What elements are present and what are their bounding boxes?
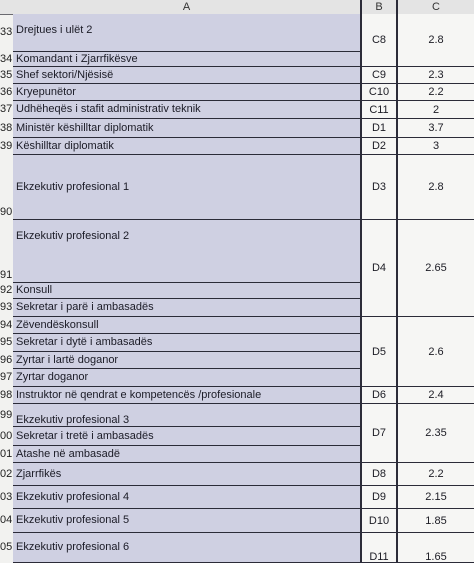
position-title: Ministër këshilltar diplomatik [16, 121, 154, 134]
row-number[interactable]: 38 [0, 121, 13, 134]
position-title: Ekzekutiv profesional 2 [16, 230, 130, 242]
position-title: Sekretar i tretë i ambasadës [16, 429, 154, 442]
row-number[interactable]: 99 [0, 408, 13, 421]
position-title: Sekretar i dytë i ambasadës [16, 336, 153, 348]
coefficient-cell[interactable]: 2.65 [398, 220, 474, 317]
position-title: Zyrtar doganor [16, 371, 89, 383]
grade-code-cell[interactable]: D5 [362, 317, 396, 387]
grade-code-cell[interactable]: D7 [362, 404, 396, 463]
grade-code-cell[interactable]: D2 [362, 138, 396, 155]
coefficient-cell[interactable]: 2 [398, 101, 474, 119]
grade-code-cell[interactable]: D9 [362, 486, 396, 509]
table-cell-title[interactable] [13, 67, 360, 84]
grade-code-cell[interactable]: C9 [362, 67, 396, 84]
position-title: Ekzekutiv profesional 5 [16, 514, 130, 526]
row-number[interactable]: 37 [0, 103, 13, 115]
coefficient-cell[interactable]: 2.8 [398, 155, 474, 220]
table-cell-title[interactable] [13, 509, 360, 533]
coefficient-cell[interactable]: 2.15 [398, 486, 474, 509]
row-number[interactable]: 34 [0, 52, 13, 65]
position-title: Ekzekutiv profesional 3 [16, 414, 130, 426]
position-title: Drejtues i ulët 2 [16, 24, 93, 36]
coefficient-cell[interactable]: 2.8 [398, 14, 474, 67]
corner-cell [0, 0, 13, 15]
row-number[interactable]: 90 [0, 206, 13, 218]
coefficient-cell[interactable]: 2.2 [398, 463, 474, 486]
coefficient-cell[interactable]: 3.7 [398, 119, 474, 138]
table-cell-title[interactable] [13, 533, 360, 563]
coefficient-cell[interactable]: 2.35 [398, 404, 474, 463]
position-title: Zëvendëskonsull [16, 318, 99, 331]
coefficient-cell[interactable]: 2.3 [398, 67, 474, 84]
row-number[interactable]: 97 [0, 371, 13, 383]
row-number[interactable]: 01 [0, 447, 13, 460]
grade-code-cell[interactable]: D10 [362, 509, 396, 533]
row-number[interactable]: 93 [0, 301, 13, 313]
position-title: Ekzekutiv profesional 4 [16, 490, 130, 503]
position-title: Këshilltar diplomatik [16, 139, 114, 152]
row-number[interactable]: 02 [0, 467, 13, 480]
grade-code-cell[interactable]: D3 [362, 155, 396, 220]
position-title: Zyrtar i lartë doganor [16, 353, 119, 366]
grade-code-cell[interactable]: C8 [362, 14, 396, 67]
grade-code-cell[interactable]: D11 [362, 533, 396, 563]
position-title: Sekretar i parë i ambasadës [16, 301, 154, 313]
row-number[interactable]: 94 [0, 318, 13, 331]
column-header-c[interactable]: C [398, 0, 474, 15]
grade-code-cell[interactable]: D1 [362, 119, 396, 138]
row-number[interactable]: 33 [0, 26, 13, 38]
table-cell-title[interactable] [13, 369, 360, 387]
table-cell-title[interactable] [13, 119, 360, 138]
table-cell-title[interactable] [13, 220, 360, 283]
row-number[interactable]: 00 [0, 429, 13, 442]
grade-code-cell[interactable]: D4 [362, 220, 396, 317]
table-cell-title[interactable] [13, 352, 360, 369]
grid-line [396, 0, 398, 563]
coefficient-cell[interactable]: 2.4 [398, 387, 474, 404]
table-cell-title[interactable] [13, 283, 360, 299]
coefficient-cell[interactable]: 3 [398, 138, 474, 155]
position-title: Komandant i Zjarrfikësve [16, 52, 138, 65]
position-title: Konsull [16, 284, 53, 296]
table-cell-title[interactable] [13, 84, 360, 101]
row-number[interactable]: 95 [0, 336, 13, 348]
table-cell-title[interactable] [13, 463, 360, 486]
table-cell-title[interactable] [13, 101, 360, 119]
table-cell-title[interactable] [13, 404, 360, 427]
grade-code-cell[interactable]: C11 [362, 101, 396, 119]
row-number[interactable]: 03 [0, 490, 13, 503]
position-title: Kryepunëtor [16, 85, 76, 98]
table-cell-title[interactable] [13, 387, 360, 404]
column-header-a[interactable]: A [13, 0, 360, 15]
grade-code-cell[interactable]: C10 [362, 84, 396, 101]
table-cell-title[interactable] [13, 446, 360, 463]
column-header-b[interactable]: B [362, 0, 396, 15]
table-cell-title[interactable] [13, 52, 360, 67]
table-cell-title[interactable] [13, 317, 360, 334]
coefficient-cell[interactable]: 2.6 [398, 317, 474, 387]
table-cell-title[interactable] [13, 138, 360, 155]
table-cell-title[interactable] [13, 334, 360, 352]
table-cell-title[interactable] [13, 427, 360, 446]
coefficient-cell[interactable]: 1.85 [398, 509, 474, 533]
position-title: Ekzekutiv profesional 1 [16, 180, 130, 193]
row-number[interactable]: 91 [0, 269, 13, 281]
row-number[interactable]: 96 [0, 353, 13, 366]
row-number[interactable]: 98 [0, 388, 13, 401]
table-cell-title[interactable] [13, 14, 360, 52]
table-cell-title[interactable] [13, 486, 360, 509]
coefficient-cell[interactable]: 2.2 [398, 84, 474, 101]
grade-code-cell[interactable]: D8 [362, 463, 396, 486]
row-number[interactable]: 36 [0, 85, 13, 98]
row-number[interactable]: 04 [0, 514, 13, 526]
position-title: Shef sektori/Njësisë [16, 68, 114, 81]
row-number[interactable]: 35 [0, 68, 13, 81]
position-title: Zjarrfikës [16, 467, 62, 480]
position-title: Instruktor në qendrat e kompetencës /profesionale [16, 388, 262, 401]
grid-line [360, 0, 362, 563]
row-number[interactable]: 92 [0, 284, 13, 296]
position-title: Ekzekutiv profesional 6 [16, 541, 130, 553]
table-cell-title[interactable] [13, 299, 360, 317]
position-title: Atashe në ambasadë [16, 447, 120, 460]
position-title: Udhëheqës i stafit administrativ teknik [16, 103, 201, 115]
row-number[interactable]: 05 [0, 541, 13, 553]
grade-code-cell[interactable]: D6 [362, 387, 396, 404]
row-number[interactable]: 39 [0, 139, 13, 152]
coefficient-cell[interactable]: 1.65 [398, 533, 474, 563]
table-cell-title[interactable] [13, 155, 360, 220]
